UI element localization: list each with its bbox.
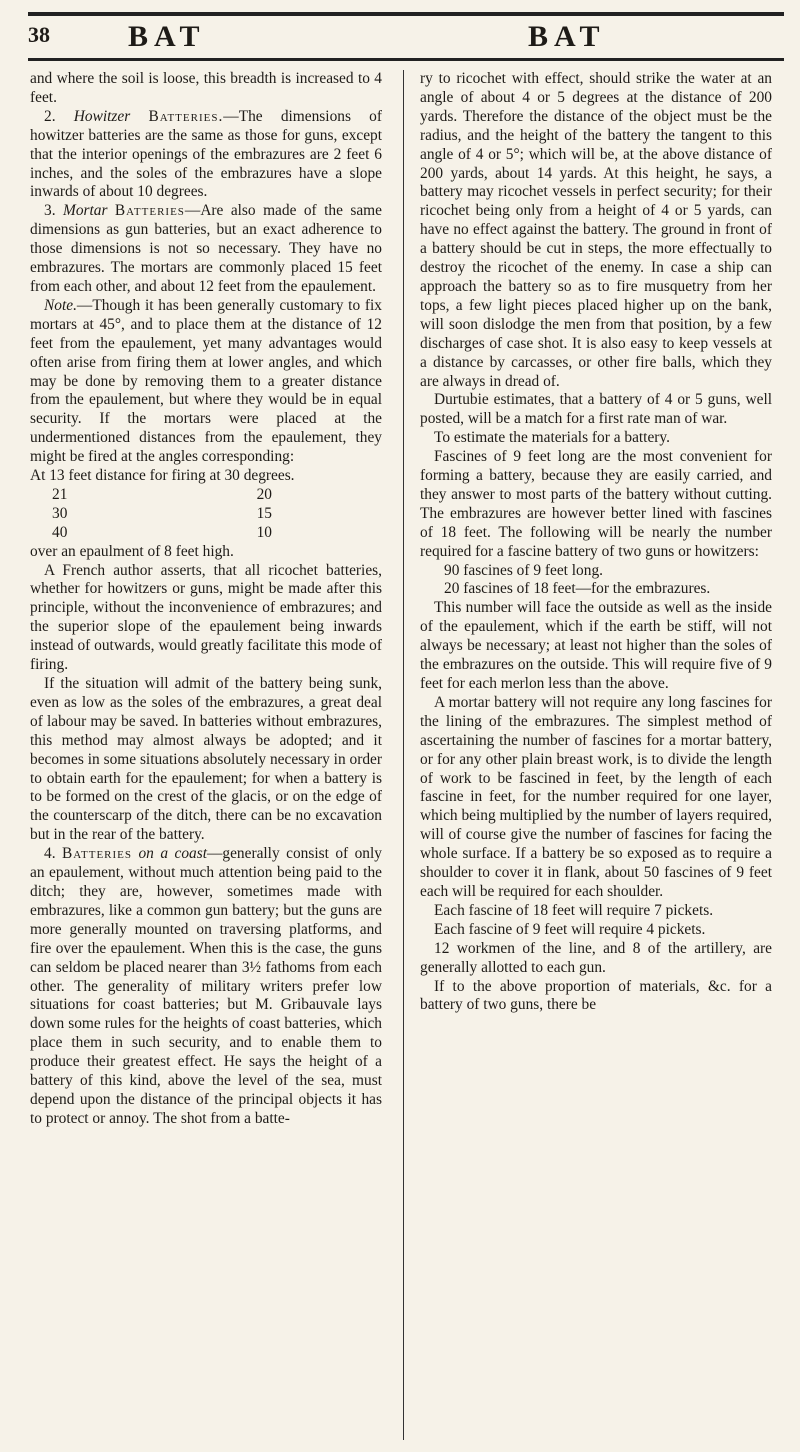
page-header xyxy=(28,16,784,56)
table-cell-distance: 30 xyxy=(52,504,68,522)
table-intro: At 13 feet distance for firing at 30 degrees. xyxy=(30,467,295,485)
table-row xyxy=(30,524,382,543)
table-cell-distance: 40 xyxy=(52,523,68,541)
section-heading: Batteries. xyxy=(148,107,224,125)
paragraph: over an epaulment of 8 feet high. xyxy=(30,542,234,560)
table-cell-degrees: 15 xyxy=(256,504,272,522)
section-text: —generally consist of only an epaulement, without much attention being paid to the ditch; they are, however, sometimes made with embrazures, like a common gun battery; but the guns are more generally mounted on traversing platforms, and fire over the epaulement. When this is the case, the guns can seldom be placed nearer than 3½ fathoms from each other. The generality of military writers prefer low situations for coast batteries; but M. Gribauvale lays down some rules for the heights of coast batteries, which place them in such security, and to enable them to produce their greatest effect. He says the height of a battery of this kind, above the level of the sea, must depend upon the distance of the principal objects it has to protect or annoy. The shot from a batte- xyxy=(30,845,382,1127)
paragraph: Each fascine of 9 feet will require 4 pickets. xyxy=(434,920,706,938)
note-label: Note. xyxy=(44,296,77,314)
list-item: 90 fascines of 9 feet long. xyxy=(444,561,603,579)
paragraph-howitzer-batteries xyxy=(30,108,382,203)
section-term: Howitzer xyxy=(73,107,131,125)
paragraph: To estimate the materials for a battery. xyxy=(434,429,670,447)
right-column xyxy=(420,70,772,1015)
list-item: 20 fascines of 18 feet—for the embrazures. xyxy=(444,580,711,598)
section-number: 2. xyxy=(44,107,56,125)
paragraph: Fascines of 9 feet long are the most convenient for forming a battery, because they are easily carried, and they answer to most parts of the battery without cutting. The embrazures are however better lined with fascines of 18 feet. The following will be nearly the number required for a fascine battery of two guns or howitzers: xyxy=(420,448,772,560)
paragraph: A mortar battery will not require any long fascines for the lining of the embrazures. The simplest method of ascertaining the number of fascines for a mortar battery, or for any other plain breast work, is to divide the length of work to be fascined in feet, by the length of each fascine in feet, for the number required for one layer, which being multiplied by the number of layers required, will of course give the number of fascines for facing the whole surface. If a battery be so exposed as to require a shoulder to cover it in flank, about 50 fascines of 9 feet each will be required for each shoulder. xyxy=(420,693,772,900)
paragraph-coast-batteries xyxy=(30,845,382,1129)
table-row xyxy=(30,486,382,505)
table-cell-degrees: 10 xyxy=(256,523,272,541)
section-heading: Batteries xyxy=(62,845,133,863)
section-term: on a coast xyxy=(138,845,207,863)
paragraph: 12 workmen of the line, and 8 of the artillery, are generally allotted to each gun. xyxy=(420,939,772,976)
paragraph-mortar-batteries xyxy=(30,202,382,297)
section-text: —The dimensions of howitzer batteries are the same as those for guns, except that the interior openings of the embrazures are 2 feet 6 inches, and the soles of the embrazures have a slope inwards of about 10 degrees. xyxy=(30,107,382,201)
table-cell-degrees: 20 xyxy=(256,485,272,503)
section-number: 3. xyxy=(44,202,56,220)
column-divider xyxy=(403,70,404,1440)
header-rule xyxy=(28,58,784,61)
section-heading: Batteries xyxy=(114,202,185,220)
section-number: 4. xyxy=(44,845,56,863)
paragraph: If the situation will admit of the battery being sunk, even as low as the soles of the embrazures, a great deal of labour may be saved. In batteries without embrazures, this method may almost always be adopted; and it becomes in some situations absolutely necessary in order to obtain earth for the epaulement; for when a battery is to be formed on the crest of the glacis, or on the edge of the counterscarp of the ditch, there can be no excavation but in the rear of the battery. xyxy=(30,675,382,844)
paragraph: A French author asserts, that all ricochet batteries, whether for howitzers or guns, might be made after this principle, without the inconvenience of embrazures; and the superior slope of the epaulement being inwards instead of outwards, would greatly facilitate this mode of firing. xyxy=(30,561,382,674)
paragraph: Durtubie estimates, that a battery of 4 or 5 guns, well posted, will be a match for a first rate man of war. xyxy=(420,391,772,428)
paragraph-note xyxy=(30,297,382,467)
paragraph: If to the above proportion of materials, &c. for a battery of two guns, there be xyxy=(420,977,772,1014)
section-term: Mortar xyxy=(63,202,108,220)
note-text: —Though it has been generally customary to fix mortars at 45°, and to place them at the distance of 12 feet from the epaulement, yet many advantages would often arise from firing them at lower angles, and which may be done by removing them to a greater distance from the epaulement, but where they would be in equal security. If the mortars were placed at the undermentioned distances from the epaulement, they might be fired at the angles corresponding: xyxy=(30,296,382,466)
paragraph: and where the soil is loose, this breadth is increased to 4 feet. xyxy=(30,70,382,106)
section-text: —Are also made of the same dimensions as gun batteries, but an exact adherence to those dimensions is not so necessary. They have no embrazures. The mortars are commonly placed 15 feet from each other, and about 12 feet from the epaulement. xyxy=(30,202,382,295)
page-number: 38 xyxy=(28,22,50,47)
running-head-right: BAT xyxy=(528,20,606,53)
table-cell-distance: 21 xyxy=(52,485,68,503)
left-column xyxy=(30,70,382,1129)
table-row xyxy=(30,505,382,524)
paragraph: ry to ricochet with effect, should strike the water at an angle of about 4 or 5 degrees at the distance of 200 yards. Therefore the distance of the object must be the radius, and the height of the battery the tangent to this angle of 4 or 5°; which will be, at the above distance of 200 yards, about 14 yards. At this height, he says, a battery may ricochet vessels in perfect security; for their ricochet being only from a height of 4 or 5 yards, can have no effect against the battery. The ground in front of a battery should be cut in steps, the more effectually to destroy the ricochet of the enemy. In case a ship can approach the battery so as to fire musquetry from her tops, a few light pieces placed higher up on the bank, will soon dislodge the men from that position, by a few discharges of case shot. It is also easy to keep vessels at a distance by carcasses, or other fire balls, which they are always in dread of. xyxy=(420,70,772,390)
paragraph: This number will face the outside as well as the inside of the epaulement, which if the earth be stiff, will not always be necessary; at least not higher than the soles of the embrazures on the outside. This will require five of 9 feet for each merlon less than the above. xyxy=(420,599,772,692)
paragraph: Each fascine of 18 feet will require 7 pickets. xyxy=(434,901,714,919)
running-head-left: BAT xyxy=(128,20,206,53)
distance-table xyxy=(30,486,382,543)
fascine-list xyxy=(420,562,772,600)
